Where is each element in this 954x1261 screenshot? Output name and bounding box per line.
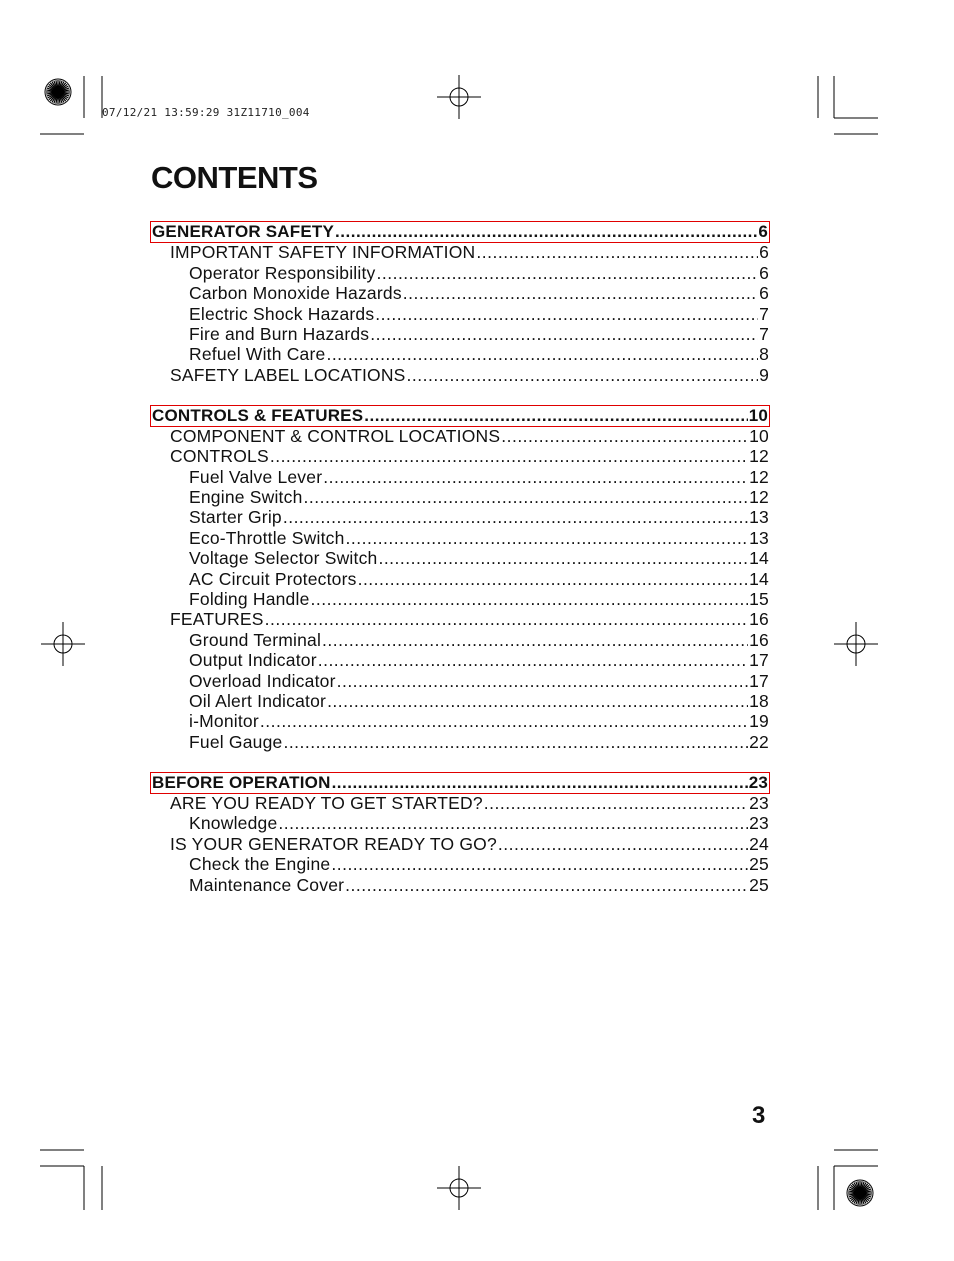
toc-entry-label: Fire and Burn Hazards [189,323,370,344]
dot-leader [331,854,748,874]
toc-entry [151,793,769,813]
toc-page-number: 14 [749,568,769,589]
toc-section-before-operation[interactable] [151,773,769,793]
dot-leader [265,609,748,629]
toc-page-number: 8 [759,344,769,365]
toc-entry [151,283,769,303]
toc-page-number: 12 [749,487,769,508]
dot-leader [358,569,749,589]
dot-leader [375,304,758,324]
toc-entry-label: Refuel With Care [189,344,326,365]
toc-page-number: 13 [749,507,769,528]
print-slug: 07/12/21 13:59:29 31Z11710_004 [102,106,310,119]
toc-entry-label: Electric Shock Hazards [189,303,375,324]
dot-leader [270,446,748,466]
dot-leader [322,630,748,650]
toc-entry-label: Carbon Monoxide Hazards [189,283,402,304]
toc-entry [151,263,769,283]
toc-entry-label: Voltage Selector Switch [189,548,378,569]
toc-entry [151,813,769,833]
toc-entry [151,304,769,324]
dot-leader [484,793,748,813]
toc-entry [151,365,769,385]
toc-page-number: 6 [759,283,769,304]
toc-entry [151,609,769,629]
toc-entry-label: ARE YOU READY TO GET STARTED? [170,792,483,813]
dot-leader [323,467,748,487]
dot-leader [335,222,757,242]
toc-entry [151,732,769,752]
toc-entry-label: Oil Alert Indicator [189,690,327,711]
toc-section-generator-safety[interactable] [151,222,769,242]
toc-page-number: 10 [749,425,769,446]
toc-page-number: 7 [759,323,769,344]
toc-entry-label: IS YOUR GENERATOR READY TO GO? [170,833,497,854]
toc-page-number: 24 [749,833,769,854]
toc-entry-label: Overload Indicator [189,670,336,691]
toc-entry [151,589,769,609]
toc-page-number: 17 [749,670,769,691]
dot-leader [345,875,748,895]
toc-entry [151,242,769,262]
section-spacer [151,385,769,405]
page-title: CONTENTS [151,160,318,195]
toc-page-number: 25 [749,854,769,875]
dot-leader [501,426,748,446]
dot-leader [260,711,748,731]
dot-leader [377,263,759,283]
dot-leader [476,242,758,262]
toc-page-number: 15 [749,589,769,610]
dot-leader [407,365,759,385]
toc-page-number: 23 [749,813,769,834]
toc-entry [151,569,769,589]
toc-section-controls-features[interactable] [151,406,769,426]
toc-entry-label: Ground Terminal [189,629,322,650]
toc-entry-label: Starter Grip [189,507,282,528]
toc-entry [151,875,769,895]
toc-entry-label: IMPORTANT SAFETY INFORMATION [170,242,476,263]
dot-leader [370,324,758,344]
dot-leader [332,773,748,793]
toc-entry-label: Knowledge [189,813,278,834]
toc-page-number: 14 [749,548,769,569]
toc-section-label: CONTROLS & FEATURES [152,405,364,425]
toc-entry [151,671,769,691]
dot-leader [364,406,747,426]
toc-entry-label: Folding Handle [189,589,310,610]
toc-page-number: 16 [749,629,769,650]
toc-entry-label: COMPONENT & CONTROL LOCATIONS [170,425,501,446]
toc-section-label: GENERATOR SAFETY [152,222,335,241]
toc-page-number: 17 [749,650,769,671]
toc-page-number: 22 [749,731,769,752]
toc-entry [151,711,769,731]
toc-entry [151,630,769,650]
toc-entry-label: FEATURES [170,609,264,630]
toc-entry-label: Output Indicator [189,650,317,671]
toc-page-number: 10 [748,405,768,425]
toc-entry-label: CONTROLS [170,446,269,467]
toc-page-number: 9 [759,364,769,385]
toc-entry-label: Eco-Throttle Switch [189,527,345,548]
toc-page-number: 12 [749,466,769,487]
toc-entry [151,854,769,874]
toc-page-number: 7 [759,303,769,324]
toc-entry [151,487,769,507]
toc-page-number: 16 [749,609,769,630]
dot-leader [311,589,749,609]
toc-page-number: 12 [749,446,769,467]
toc-page-number: 6 [758,222,768,241]
dot-leader [346,528,749,548]
dot-leader [326,344,758,364]
toc-entry-label: i-Monitor [189,711,259,732]
dot-leader [403,283,758,303]
toc-entry-label: Engine Switch [189,487,303,508]
toc-entry-label: AC Circuit Protectors [189,568,357,589]
dot-leader [498,834,748,854]
toc-entry [151,834,769,854]
toc-entry-label: Fuel Valve Lever [189,466,323,487]
toc-entry [151,344,769,364]
toc-entry [151,691,769,711]
toc-entry-label: Check the Engine [189,854,331,875]
section-spacer [151,752,769,772]
table-of-contents [151,222,769,895]
dot-leader [318,650,748,670]
dot-leader [327,691,748,711]
toc-entry-label: Maintenance Cover [189,874,345,895]
toc-page-number: 13 [749,527,769,548]
toc-entry [151,507,769,527]
toc-entry [151,548,769,568]
toc-entry [151,467,769,487]
toc-page-number: 23 [748,772,768,792]
toc-section-label: BEFORE OPERATION [152,772,331,792]
dot-leader [304,487,749,507]
page-number: 3 [752,1102,766,1129]
toc-entry [151,324,769,344]
dot-leader [278,813,748,833]
toc-page-number: 23 [749,792,769,813]
dot-leader [283,507,748,527]
dot-leader [378,548,748,568]
dot-leader [337,671,749,691]
toc-page-number: 19 [749,711,769,732]
toc-entry [151,426,769,446]
toc-page-number: 25 [749,874,769,895]
toc-entry [151,650,769,670]
toc-entry [151,528,769,548]
toc-entry-label: Operator Responsibility [189,262,376,283]
toc-page-number: 6 [759,242,769,263]
toc-entry-label: Fuel Gauge [189,731,283,752]
toc-entry-label: SAFETY LABEL LOCATIONS [170,364,406,385]
toc-page-number: 6 [759,262,769,283]
toc-entry [151,446,769,466]
toc-page-number: 18 [749,690,769,711]
dot-leader [283,732,748,752]
